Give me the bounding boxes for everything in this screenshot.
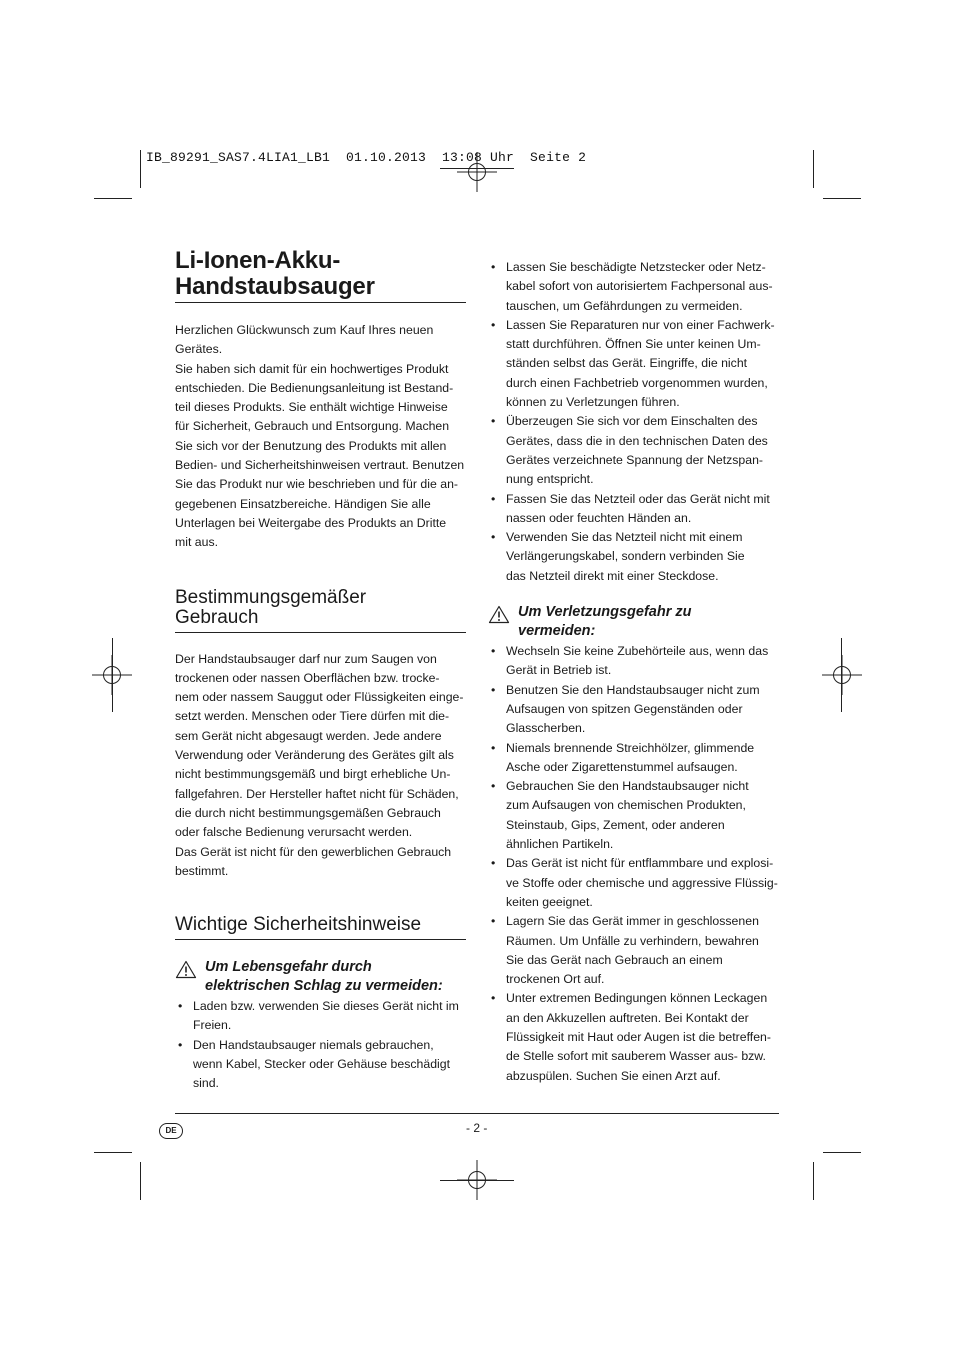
bullet: • [491,260,496,274]
bullet: • [491,530,496,545]
crop-mark [94,198,132,199]
language-badge: DE [159,1123,183,1139]
warning-heading: Um Verletzungsgefahr zu vermeiden: [518,604,692,640]
bullet: • [491,682,496,697]
page-number: - 2 - [466,1121,488,1135]
bullet: • [491,779,496,794]
bullet: • [491,644,496,659]
left-column [175,248,466,1094]
warning-heading: Um Lebensgefahr durch elektrischen Schlag zu vermeiden: [205,959,443,995]
crop-mark [140,1162,141,1200]
list-item: • Lagern Sie das Gerät immer in geschlossenen Räumen. Um Unfälle zu verhindern, bewahren Sie das Gerät nach Gebrauch an einem trockenen Ort auf. [491,914,759,987]
bullet: • [491,740,496,755]
list-item: • Fassen Sie das Netzteil oder das Gerät nicht mit nassen oder feuchten Händen an. [491,491,770,525]
footer-rule [175,1113,779,1114]
crop-mark [823,198,861,199]
section-heading-intended-use: Bestimmungsgemäßer Gebrauch [175,588,466,633]
safety-list-top [488,258,779,586]
registration-crosshair-icon [822,655,862,695]
bullet: • [491,991,496,1006]
bullet: • [491,914,496,929]
intro-paragraph: Herzlichen Glückwunsch zum Kauf Ihres neuen Gerätes. Sie haben sich damit für ein hochwertiges Produkt entschieden. Die Bedienungsanleitung ist Bestand- teil dieses Produkts. Sie enthält wichtige Hinweise für Sicherheit, Gebrauch und Entsorgung. Machen Sie sich vor der Benutzung des Produkts mit allen Bedien- und Sicherheitshinweisen vertraut. Benutzen Sie das Produkt nur wie beschrieben und für die an- gegebenen Einsatzbereiche. Händigen Sie alle Unterlagen bei Weitergabe des Produkts an Dritte mit aus. [175,323,465,550]
list-item: • Den Handstaubsauger niemals gebrauchen, wenn Kabel, Stecker oder Gehäuse beschädigt sind. [178,1037,451,1091]
crop-mark [813,150,814,188]
bullet: • [491,414,496,429]
crop-mark [140,150,141,188]
list-item: • Niemals brennende Streichhölzer, glimmende Asche oder Zigarettenstummel aufsaugen. [491,740,755,774]
crop-mark [813,1162,814,1200]
page-title [175,248,466,303]
section-heading-safety: Wichtige Sicherheitshinweise [175,915,466,940]
bullet: • [178,1037,183,1052]
warning-list-electric [175,997,466,1093]
warning-injury [488,603,779,641]
bullet: • [178,999,183,1014]
list-item: • Lassen Sie beschädigte Netzstecker oder Netz- kabel sofort von autorisiertem Fachpersonal aus- tauschen, um Gefährdungen zu vermeiden. [491,260,773,313]
crop-mark [94,1152,132,1153]
page-title-line: Li-Ionen-Akku- [175,247,341,274]
bullet: • [491,317,496,332]
list-item: • Das Gerät ist nicht für entflammbare und explosi- ve Stoffe oder chemische und aggressive Flüssig- keiten geeignet. [491,856,778,909]
warning-electric-shock [175,958,466,996]
list-item: • Wechseln Sie keine Zubehörteile aus, wenn das Gerät in Betrieb ist. [491,644,769,678]
list-item: • Gebrauchen Sie den Handstaubsauger nicht zum Aufsaugen von chemischen Produkten, Steinstaub, Gips, Zement, oder anderen ähnlichen Partikeln. [491,779,749,852]
warning-triangle-icon [488,605,510,624]
list-item: • Benutzen Sie den Handstaubsauger nicht zum Aufsaugen von spitzen Gegenständen oder Glasscherben. [491,682,760,736]
registration-crosshair-icon [92,655,132,695]
registration-crosshair-icon [457,1160,497,1200]
intended-use-paragraph: Der Handstaubsauger darf nur zum Saugen von trockenen oder nassen Oberflächen bzw. trocke- nem oder nassem Sauggut oder Flüssigkeiten einge- setzt werden. Menschen oder Tiere dürfen mit die- sem Gerät nicht abgesaugt werden. Jede andere Verwendung oder Veränderung des Gerätes gilt als nicht bestimmungsgemäß und birgt erhebliche Un- fallgefahren. Der Hersteller haftet nicht für Schäden, die durch nicht bestimmungsgemäßen Gebrauch oder falsche Bedienung verursacht werden. Das Gerät ist nicht für den gewerblichen Gebrauch bestimmt. [175,651,464,878]
print-slug: IB_89291_SAS7.4LIA1_LB1 01.10.2013 13:08 Uhr Seite 2 [146,150,587,165]
list-item: • Verwenden Sie das Netzteil nicht mit einem Verlängerungskabel, sondern verbinden Sie das Netzteil direkt mit einer Steckdose. [491,530,745,583]
registration-crosshair-icon [457,152,497,192]
bullet: • [491,491,496,506]
right-column [488,258,779,1086]
page-title-line: Handstaubsauger [175,273,375,300]
list-item: • Unter extremen Bedingungen können Leckagen an den Akkuzellen auftreten. Bei Kontakt der Flüssigkeit mit Haut oder Augen ist die betreffen- de Stelle sofort mit sauberem Wasser aus- bzw. abzuspülen. Suchen Sie einen Arzt auf. [491,991,771,1083]
list-item: • Laden bzw. verwenden Sie dieses Gerät nicht im Freien. [178,999,459,1033]
safety-list-bottom [488,642,779,1086]
list-item: • Lassen Sie Reparaturen nur von einer Fachwerk- statt durchführen. Öffnen Sie unter keinen Um- ständen selbst das Gerät. Eingriffe, die nicht durch einen Fachbetrieb vorgenommen wurden, können zu Verletzungen führen. [491,317,775,410]
list-item: • Überzeugen Sie sich vor dem Einschalten des Gerätes, dass die in den technischen Daten des Gerätes verzeichnete Spannung der Netzspan- nung entspricht. [491,414,768,487]
warning-triangle-icon [175,960,197,979]
bullet: • [491,856,496,871]
crop-mark [823,1152,861,1153]
